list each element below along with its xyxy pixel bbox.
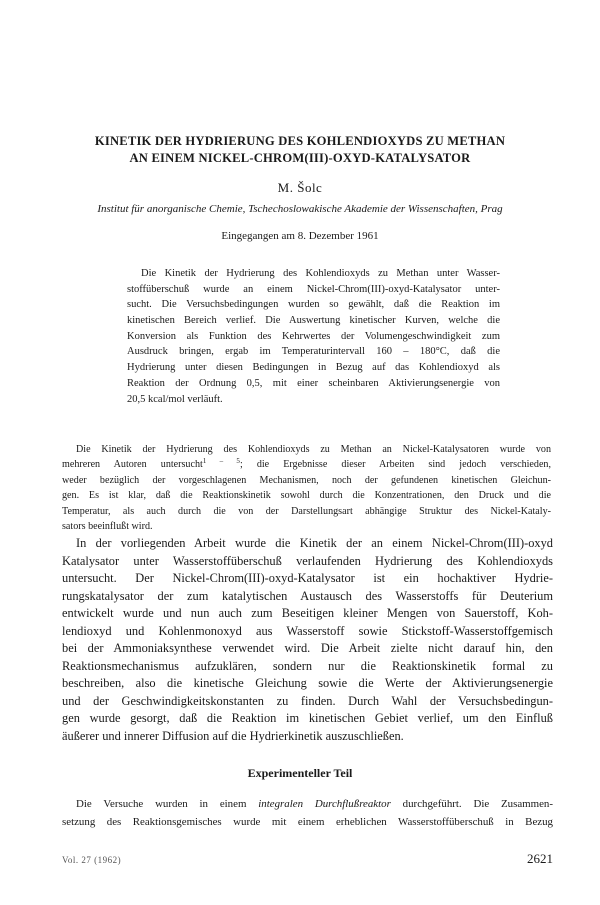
- intro-line: weder bezüglich der vorgeschlagenen Mechanismen, noch der gefundenen kinetischen Gleichun-: [62, 474, 551, 486]
- main-paragraph-line: beschreiben, also die kinetische Gleichung sowie die Werte der Aktivierungsenergie: [62, 676, 553, 690]
- intro-line-with-reference: [62, 457, 551, 472]
- received-date: Eingegangen am 8. Dezember 1961: [221, 230, 379, 242]
- experimental-line-2: setzung des Reaktionsgemisches wurde mit einem erheblichen Wasserstoffüberschuß in Bezug: [62, 816, 553, 828]
- journal-volume: Vol. 27 (1962): [62, 855, 122, 865]
- main-paragraph-line: gen wurde gesorgt, daß die Reaktion im kinetischen Gebiet verlief, um den Einfluß: [62, 711, 553, 725]
- page-number: 2621: [527, 851, 553, 866]
- main-paragraph-line: äußerer und innerer Diffusion auf die Hydrierkinetik auszuschließen.: [62, 728, 404, 743]
- intro-rest: [62, 473, 551, 535]
- intro-line: Die Kinetik der Hydrierung des Kohlendioxyds zu Methan an Nickel-Katalysatoren wurde von: [76, 444, 551, 455]
- paper-title-line-1: KINETIK DER HYDRIERUNG DES KOHLENDIOXYDS ZU METHAN: [94, 134, 506, 148]
- author-affiliation: Institut für anorganische Chemie, Tschechoslowakische Akademie der Wissenschaften, Prag: [97, 203, 503, 215]
- author-name: M. Šolc: [277, 180, 323, 195]
- intro-paragraph: [62, 442, 551, 534]
- main-paragraph-line: entwickelt wurde und nun auch zum Beseitigen kleiner Mengen von Sauerstoff, Koh-: [62, 606, 553, 620]
- main-paragraph-line: lendioxyd und Kohlenmonoxyd aus Wasserstoff sowie Stickstoff-Wasserstoffgemisch: [62, 623, 553, 638]
- intro-line: Temperatur, als auch durch die von der Darstellungsart abhängige Struktur des Nickel-Kataly-: [62, 505, 551, 517]
- experimental-text: Die Versuche wurden in einem: [76, 798, 259, 810]
- main-paragraph-line: In der vorliegenden Arbeit wurde die Kinetik der an einem Nickel-Chrom(III)-oxyd: [76, 536, 553, 550]
- main-paragraph-line: untersucht. Der Nickel-Chrom(III)-oxyd-Katalysator ist ein hochaktiver Hydrie-: [62, 571, 553, 585]
- abstract-line: stoffüberschuß wurde an einem Nickel-Chrom(III)-oxyd-Katalysator unter-: [127, 283, 500, 295]
- experimental-italic-term: integralen Durchflußreaktor: [258, 798, 391, 810]
- main-paragraph-line: rungskatalysator der zum katalytischen Austausch des Wasserstoffs für Deuterium: [62, 588, 553, 603]
- experimental-line-1: [62, 795, 553, 813]
- abstract: [127, 266, 500, 407]
- main-paragraph-line: Reaktionsmechanismus aufzuklären, sondern nur die Reaktionskinetik formal zu: [62, 658, 553, 673]
- intro-line-text: ; die Ergebnisse dieser Arbeiten sind jedoch verschieden,: [239, 459, 551, 471]
- section-heading: Experimenteller Teil: [247, 766, 353, 780]
- intro-line: gen. Es ist klar, daß die Reaktionskinetik sowohl durch die Konzentrationen, den Druck und die: [62, 490, 551, 502]
- intro-line-text: mehreren Autoren untersucht: [62, 459, 203, 471]
- intro-line: sators beeinflußt wird.: [62, 520, 153, 532]
- main-paragraph-line: und der Geschwindigkeitskonstanten zu finden. Durch Wahl der Versuchsbedingun-: [62, 693, 553, 708]
- abstract-line: sucht. Die Versuchsbedingungen wurden so gewählt, daß die Reaktion im: [127, 299, 500, 311]
- experimental-text: durchgeführt. Die Zusammen-: [390, 798, 554, 810]
- abstract-line: Die Kinetik der Hydrierung des Kohlendioxyds zu Methan unter Wasser-: [141, 268, 500, 279]
- experimental-paragraph: [62, 795, 553, 831]
- main-paragraph-line: bei der Ammoniaksynthese verwendet wird. Die Arbeit zielte nicht darauf hin, den: [62, 641, 553, 655]
- abstract-line: kinetischen Bereich verlief. Die Auswertung kinetischer Kurven, welche die: [127, 315, 500, 327]
- abstract-line: Konversion als Funktion des Kehrwertes der Volumengeschwindigkeit zum: [127, 330, 500, 342]
- main-paragraph: [62, 535, 553, 745]
- abstract-line: Hydrierung unter diesen Bedingungen in Bezug auf das Kohlendioxyd als: [127, 362, 500, 374]
- paper-title-line-2: AN EINEM NICKEL-CHROM(III)-OXYD-KATALYSATOR: [129, 151, 471, 165]
- abstract-line: Ausdruck bringen, ergab im Temperaturintervall 160 – 180°C, daß die: [127, 346, 500, 358]
- main-paragraph-line: Katalysator unter Wasserstoffüberschuß verlaufenden Hydrierung des Kohlendioxyds: [62, 553, 553, 568]
- reference-superscript: 1 – 5: [202, 457, 240, 466]
- abstract-line: 20,5 kcal/mol verläuft.: [127, 393, 223, 405]
- abstract-line: Reaktion der Ordnung 0,5, mit einer scheinbaren Aktivierungsenergie von: [127, 377, 500, 389]
